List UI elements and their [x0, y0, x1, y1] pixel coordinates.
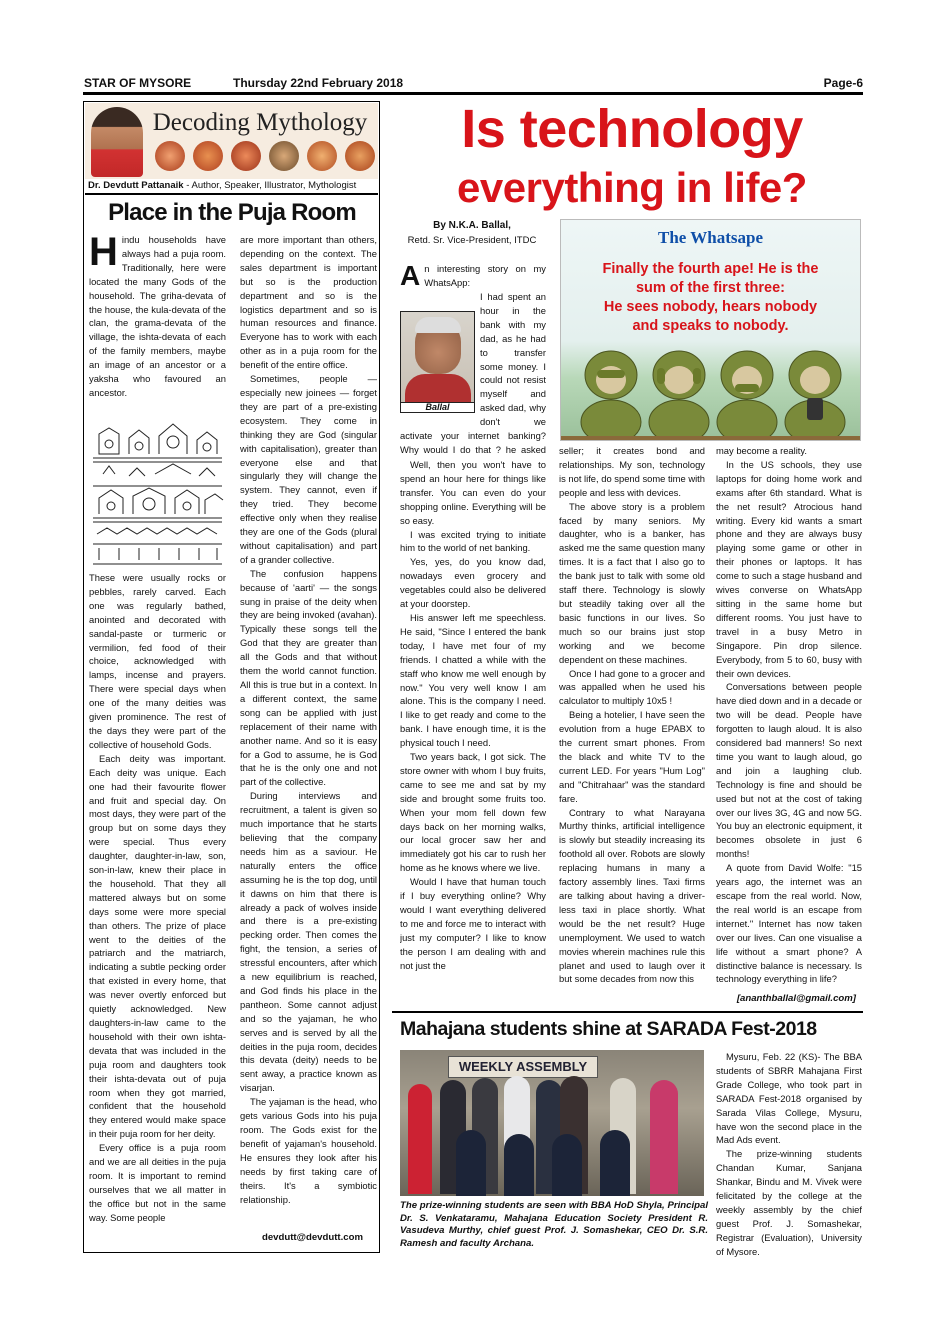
whatsape-graphic — [560, 219, 861, 441]
paragraph: During interviews and recruitment, a talent is given so much importance that he starts believing that the company needs him as a saviour. He naturally enters the office assuming he is the top dog, until it dawns on him that there is already a pack of wolves inside and there is a pre-existing pecking order. Then comes the fight, the tension, a series of stressful encounters, after which a new equilibrium is reached, and God finds his place in the pantheon. Some cannot adjust and so the yajaman, he who serves and is served by all the deities in the puja room, decides this devata (deity) needs to be sent away, a practice known as visarjan. — [240, 790, 377, 1094]
student — [600, 1130, 630, 1196]
puja-room-illustration — [89, 414, 226, 569]
page-number: Page-6 — [823, 76, 863, 90]
deity-face-icon — [345, 141, 375, 171]
drop-cap: H — [89, 233, 118, 274]
paragraph: I was excited trying to initiate him to the world of net banking. — [400, 528, 546, 554]
mahajana-headline: Mahajana students shine at SARADA Fest-2018 — [400, 1018, 817, 1040]
mahajana-body — [716, 1050, 862, 1260]
column-banner-title: Decoding Mythology — [152, 109, 368, 136]
paragraph: Yes, yes, do you know dad, nowadays even grocery and vegetables could also be delivered at your doorstep. — [400, 556, 546, 610]
student — [552, 1134, 582, 1196]
paragraph: may become a reality. — [716, 445, 808, 456]
paragraph: His answer left me speechless. He said, "Since I entered the bank today, I have met four of my friends. I chatted a while with the staff who know me well enough by now." You very well know I am alone. This is the company I need. I like to get ready and come to the bank. I have enough time, it is the physical touch I need. — [400, 611, 546, 749]
deity-face-icon — [307, 141, 337, 171]
drop-cap: A — [400, 262, 421, 291]
paragraph: indu households have always had a puja room. Traditionally, here were located the many Gods of the household. The griha-devata of the house, the kula-devata of the clan, the grama-devata of the village, the ishta-devata of each of the family members, maybe an image of an ancestor or a yaksha who favoured an ancestor. — [89, 234, 226, 398]
paragraph: Two years back, I got sick. The store owner with whom I buy fruits, came to see me and sat by my side and brought some fruits too. When your mom fell down few days back on her morning walks, our local grocer saw her and immediately got his car to rush her home as he knows where we live. — [400, 751, 546, 874]
assembly-banner: WEEKLY ASSEMBLY — [448, 1056, 598, 1078]
mythology-col2 — [240, 233, 377, 1233]
deity-face-icon — [155, 141, 185, 171]
tech-col1 — [400, 458, 546, 1072]
issue-date: Thursday 22nd February 2018 — [233, 76, 404, 90]
paragraph: Conversations between people have died down and in a decade or two will be dead. People have forgotten to laugh aloud. It is also considered bad manners! So next time you want to laugh aloud, go and join a laughing club. Technology is fine and should be used but not at the cost of taking over our lives 3G, 4G and now 5G. You buy an electronic equipment, it becomes obsolete in just 6 months! — [716, 681, 862, 860]
paragraph: Once I had gone to a grocer and was appalled when he used his calculator to multiply 10x5 ! — [559, 667, 705, 707]
headline-line1: Is technology — [461, 99, 803, 159]
photo-caption: Ballal — [400, 402, 475, 413]
deity-face-icon — [269, 141, 299, 171]
paragraph: In the US schools, they use laptops for doing home work and exams after 6th standard. What is the net result? Atrocious hand writing. Every kid wants a smart phone and they are always busy playing some game or other in their phones or laptops. It has come to such a stage husband and wives converse on WhatsApp sitting in the same home but different rooms. You just have to travel in a busy Metro in Singapore. Pin drop silence. Everybody, from 5 to 60, busy with their own devices. — [716, 458, 862, 679]
author-email: [ananthballal@gmail.com] — [736, 993, 856, 1004]
photo-caption: The prize-winning students are seen with BBA HoD Shyla, Principal Dr. S. Venkataramu, Mahajana Education Society President R. Vasudeva Murthy, chief guest Prof. J. Somashekar, CEO Dr. S.R. Ramesh and faculty Archana. — [400, 1200, 708, 1249]
paragraph: seller; it creates bond and relationships. My son, technology is not life, do spend some time with people and less with devices. — [559, 445, 705, 498]
article-title: Place in the Puja Room — [108, 199, 356, 226]
header-rule — [83, 92, 863, 95]
paragraph: Every office is a puja room and we are all deities in the puja room. It is important to remind ourselves that we all matter in the office but not in the same way. Some people — [89, 1142, 226, 1223]
paragraph: Being a hotelier, I have seen the evolution from a huge EPABX to the current smart phones. From the black and white TV to the current LED. For years "Hum Log" and "Chitrahaar" was the standard fare. — [559, 709, 705, 804]
author-email: devdutt@devdutt.com — [261, 1232, 363, 1243]
mythology-col1-top — [89, 233, 226, 413]
paragraph: These were usually rocks or pebbles, rarely carved. Each one was regularly bathed, anointed and decorated with sandal-paste or turmeric or vermilion, fed food of their choice, acknowledged with lamps, incense and prayers. There were special days when one of the many deities was given prominence. The rest of the days they were part of the collective of household Gods. — [89, 572, 226, 750]
student — [456, 1130, 486, 1196]
paragraph: The above story is a problem faced by many seniors. My daughter, who is a banker, has asked me the same question many times. It is a fact that I also go to the bank just to talk with some old staff there. Technology is slowly but steadily taking over all the basic functions in our lives. So much so our brains just stop working and we become dependent on these machines. — [559, 500, 705, 665]
graphic-caption: Finally the fourth ape! He is the sum of the first three: He sees nobody, hears nobody and speaks to nobody. — [602, 261, 819, 334]
paragraph: Well, then you won't have to spend an hour here for things like transfer. You can even do your shopping online. Everything will be so easy. — [400, 459, 546, 526]
section-rule — [392, 1011, 863, 1013]
paragraph: Mysuru, Feb. 22 (KS)- The BBA students of SBRR Mahajana First Grade College, who took part in SARADA Fest-2018 organised by Sarada Vilas College, Mysuru, have won the second place in the Mad Ads event. — [716, 1051, 862, 1146]
tech-col1-wrap — [400, 290, 546, 458]
paragraph: n interesting story on my WhatsApp: — [424, 263, 546, 288]
deity-faces-strip — [155, 141, 375, 173]
person — [650, 1080, 678, 1194]
newspaper-name: STAR OF MYSORE — [84, 76, 192, 90]
paragraph: The confusion happens because of 'aarti' — the songs sung in praise of the deity when they are being invoked (avahan). Typically these songs tell the God that they are greater than all the Gods and that without them the world cannot function. All this is true but in a context. In a different context, the same song can be applied with just replacement of their name with another name. And so it is easy for a God to assume, he is God that he is the only one and not part of the collective. — [240, 567, 377, 788]
byline-rule — [85, 193, 378, 195]
paragraph: A quote from David Wolfe: "15 years ago, the internet was an escape from the real world. Now, the real world is an escape from internet." Internet has now taken over our lives. Can one visualise a life without a smart phone? A distinctive balance is necessary. Is technology everything in life? — [716, 862, 862, 985]
paragraph: The prize-winning students Chandan Kumar, Sanjana Shankar, Bindu and M. Vivek were felicitated by the college at the weekly assembly by the chief guest Prof. J. Somashekar, Registrar (Evaluation), University of Mysore. — [716, 1148, 862, 1257]
paragraph: Would I have that human touch if I buy everything online? Why would I want everything delivered to me and force me to interact with just my computer? I like to know the person I am dealing with and not just the — [400, 876, 546, 971]
author-portrait — [91, 107, 143, 177]
mythology-col1-bottom — [89, 571, 226, 1249]
byline: By N.K.A. Ballal, — [433, 220, 511, 231]
paragraph: The yajaman is the head, who gets various Gods into his puja room. The Gods exist for the benefit of yajaman's household. He ensures they look after his needs by first taking care of theirs. It's a symbiotic relationship. — [240, 1096, 377, 1205]
graphic-title: The Whatsape — [657, 228, 763, 247]
paragraph: I had spent an hour in the bank with my dad, as he had to transfer some money. I could not resist myself and asked dad, why don't we activate your internet banking? Why would I do that ? he asked — [400, 291, 546, 455]
paragraph: Contrary to what Narayana Murthy thinks, artificial intelligence is slowly but steadily increasing its foothold all over. Robots are slowly replacing humans in many a factory assembly lines. Taxi firms are talking about having a driver-less taxi in place shortly. What would be the net result? Huge unemployment. We used to watch movies wherein machines rule this planet and used to laugh over it but some decades from now this — [559, 806, 705, 985]
student — [504, 1134, 534, 1196]
mythology-banner — [85, 103, 378, 179]
paragraph: are more important than others, depending on the context. The sales department is important but so is the production department and so is the logistics department and so is human resources and finance. Everyone has to work with each other as in a puja room for the benefit of the entire office. — [240, 234, 377, 371]
author-byline: Dr. Devdutt Pattanaik - Author, Speaker, Illustrator, Mythologist — [88, 180, 357, 191]
four-monkeys-illustration — [561, 340, 861, 441]
paragraph: Each deity was important. Each deity was unique. Each one had their favourite flower and fruit and special day. On most days, they were part of the group but on some days they were special. Thus every daughter, daughter-in-law, son, son-in-law, knew their place in the household. That they all mattered always but on some days some were more special than others. The prize of place went to the deities of the patriarch and the matriarch, indicating a subtle pecking order that existed in every home, that was never overtly enforced but quietly acknowledged. New daughters-in-law came to the household with their own ishta-devata that was included in the puja room and daughters took their ishta-devata out of puja room when they got married, confident that the household they entered would make space in their puja room for her deity. — [89, 752, 226, 1140]
deity-face-icon — [193, 141, 223, 171]
headline-line2: everything in life? — [457, 164, 807, 211]
person — [408, 1084, 432, 1194]
byline-role: Retd. Sr. Vice-President, ITDC — [407, 235, 537, 246]
tech-col2 — [559, 444, 705, 1072]
tech-col3 — [716, 444, 862, 1002]
paragraph: Sometimes, people — especially new joinees — forget they are part of a pre-existing ecosystem. They come in thinking they are God (singular with capitalisation), greater than everyone else and that singularly they will change the system. They cannot, even if they tried. They become effective only when they realise they are one of the Gods (plural without capitalisation) and part of a grander collective. — [240, 373, 377, 565]
students-photo — [400, 1050, 704, 1196]
deity-face-icon — [231, 141, 261, 171]
